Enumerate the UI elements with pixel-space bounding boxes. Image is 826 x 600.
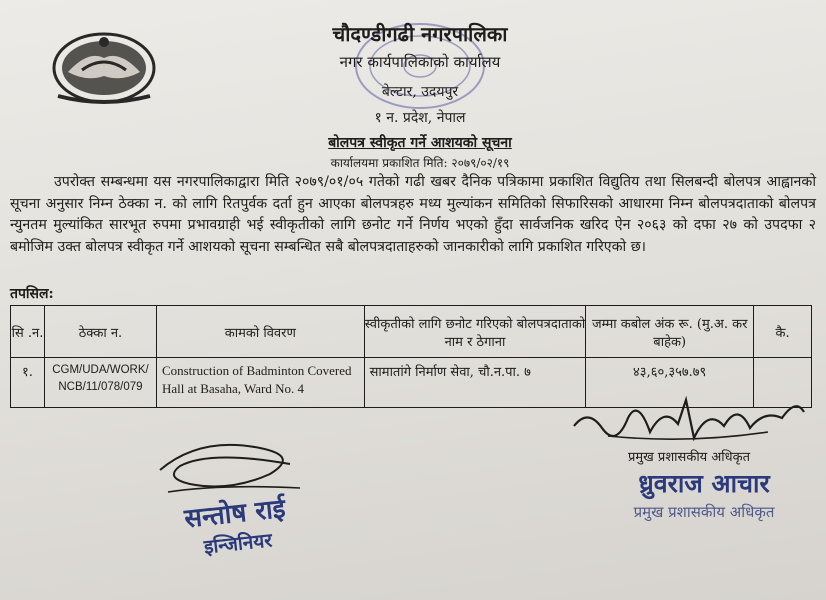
municipality-name: चौदण्डीगढी नगरपालिका bbox=[332, 22, 508, 46]
table-header-row bbox=[11, 306, 812, 358]
office-location: बेल्टार, उदयपुर bbox=[381, 84, 459, 100]
chief-officer-title: प्रमुख प्रशासकीय अधिकृत bbox=[628, 450, 751, 465]
header-amount: जम्मा कबोल अंक रू. (मु.अ. कर बाहेक) bbox=[586, 306, 754, 358]
nepal-emblem-logo bbox=[48, 28, 160, 106]
chief-stamp-name: ध्रुवराज आचार bbox=[638, 469, 770, 498]
chief-stamp-role: प्रमुख प्रशासकीय अधिकृत bbox=[633, 503, 775, 521]
engineer-stamp-role: इन्जिनियर bbox=[202, 529, 274, 559]
header-bidder: स्वीकृतीको लागि छनोट गरिएको बोलपत्रदाताको नाम र ठेगाना bbox=[364, 306, 586, 358]
cell-description: Construction of Badminton Covered Hall at Basaha, Ward No. 4 bbox=[156, 358, 364, 408]
province-line: १ न. प्रदेश, नेपाल bbox=[374, 110, 466, 126]
cell-sn: १. bbox=[11, 358, 45, 408]
cell-contract-no: CGM/UDA/WORK/ NCB/11/078/079 bbox=[44, 358, 156, 408]
office-name: नगर कार्यपालिकाको कार्यालय bbox=[339, 53, 501, 71]
engineer-stamp bbox=[158, 486, 316, 581]
chief-officer-signature bbox=[568, 388, 808, 448]
header-contract-no: ठेक्का न. bbox=[44, 306, 156, 358]
details-label: तपसिल: bbox=[10, 286, 54, 302]
cell-amount: ४३,६०,३५७.७९ bbox=[586, 358, 754, 408]
engineer-stamp-name: सन्तोष राई bbox=[182, 493, 287, 535]
notice-paragraph: उपरोक्त सम्बन्धमा यस नगरपालिकाद्वारा मिति २०७९/०१/०५ गतेको गढी खबर दैनिक पत्रिकामा प्रकाशित विद्युतिय तथा सिलबन्दी बोलपत्र आह्वानको सूचना अनुसार निम्न ठेक्का न. को लागि रितपुर्वक दर्ता हुन आएका बोलपत्रहरु मध्य मुल्यांकन समितिको सिफारिसको आधारमा निम्न बोलपत्रदाताको बोलपत्र न्युनतम मुल्यांकित सारभूत रुपमा प्रभावग्राही भई स्वीकृतीको लागि छनोट गर्ने निर्णय भएको हुँदा सार्वजनिक खरिद ऐन २०६३ को दफा २७ को उपदफा २ बमोजिम उक्त बोलपत्र स्वीकृत गर्ने आशयको सूचना सम्बन्धित सबै बोलपत्रदाताहरुको जानकारीको लागि प्रकाशित गरिएको छ। bbox=[10, 174, 816, 255]
header-sn: सि .न. bbox=[11, 306, 45, 358]
header-remarks: कै. bbox=[754, 306, 812, 358]
chief-officer-stamp bbox=[586, 466, 822, 526]
published-date: कार्यालयमा प्रकाशित मिति: २०७९/०२/१९ bbox=[330, 156, 510, 170]
cell-bidder: सामातांगे निर्माण सेवा, चौ.न.पा. ७ bbox=[364, 358, 586, 408]
notice-subject: बोलपत्र स्वीकृत गर्ने आशयको सूचना bbox=[328, 135, 512, 151]
header-description: कामको विवरण bbox=[156, 306, 364, 358]
